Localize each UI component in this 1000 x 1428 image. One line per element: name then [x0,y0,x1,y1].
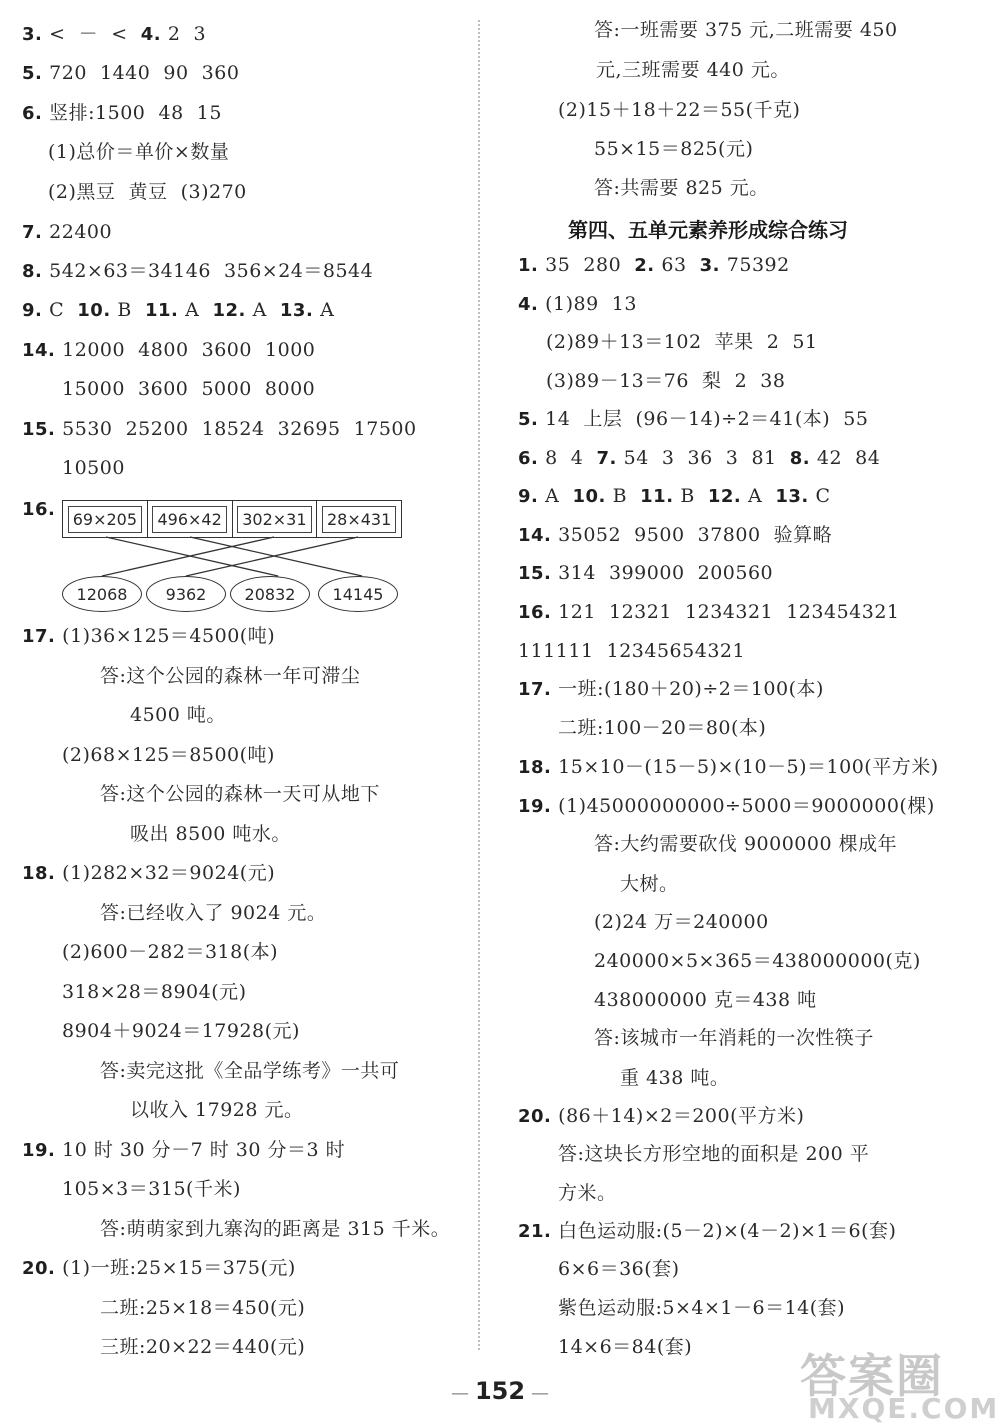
question-number: 8. [22,261,50,282]
question-number: 19. [22,1140,63,1161]
answer-text: 答:卖完这批《全品学练考》一共可 [100,1060,400,1082]
answer-text: (1)总价＝单价×数量 [48,141,230,163]
question-number: 7. [22,222,50,243]
answer-text: (1)一班:25×15＝375(元) [62,1257,296,1279]
left-answer-line [22,22,206,47]
answer-text: B [117,299,145,321]
left-answer-line [130,822,291,846]
expression-box: 496×42 [148,501,233,537]
answer-text: 答:这个公园的森林一天可从地下 [100,783,380,805]
answer-text: A [320,299,335,321]
right-answer-line [594,988,817,1012]
answer-text: 以收入 17928 元。 [130,1099,304,1121]
question-number: 17. [22,626,63,647]
answer-text: 111111 12345654321 [518,640,746,662]
question-number: 15. [518,563,559,584]
right-answer-line [594,1026,874,1050]
question-number: 9. [518,486,546,507]
answer-text: 二班:25×18＝450(元) [100,1297,306,1319]
answer-text: 紫色运动服:5×4×1－6＝14(套) [558,1297,846,1319]
right-answer-line [594,832,897,856]
question-number: 5. [22,63,50,84]
answer-text: 720 1440 90 360 [49,62,240,84]
question-number: 6. [22,103,50,124]
answer-text: 105×3＝315(千米) [62,1178,241,1200]
answer-text: 314 399000 200560 [558,562,774,584]
answer-text: 542×63＝34146 356×24＝8544 [49,260,374,282]
answer-text: 答:大约需要砍伐 9000000 棵成年 [594,833,898,855]
answer-text: 55×15＝825(元) [594,138,754,160]
question-number: 16. [518,602,559,623]
question-number: 14. [22,340,63,361]
answer-text: A [185,299,213,321]
answer-text: 白色运动服:(5－2)×(4－2)×1＝6(套) [558,1220,897,1242]
question-number: 14. [518,525,559,546]
left-answer-line [62,940,278,964]
question-number: 19. [518,796,559,817]
left-answer-line [100,901,326,925]
right-answer-line [518,446,880,471]
answer-text: 6×6＝36(套) [558,1258,680,1280]
answer-text: 三班:20×22＝440(元) [100,1336,306,1358]
answer-text: 14 上层 (96－14)÷2＝41(本) 55 [545,408,869,430]
expression-boxes [62,500,402,538]
question-number: 12. [212,300,253,321]
right-answer-line [594,176,769,200]
right-answer-line [518,755,939,780]
right-answer-line [596,58,790,82]
answer-text: (2)68×125＝8500(吨) [62,744,275,766]
page-number: — 152 — [450,1377,550,1405]
question-number: 21. [518,1221,559,1242]
right-answer-line [558,1296,845,1320]
right-answer-line [518,1219,896,1244]
left-answer-line [100,782,380,806]
right-answer-line [546,369,785,393]
right-answer-line [620,872,679,896]
question-number: 12. [707,486,749,507]
right-answer-line [518,794,935,819]
left-answer-line [22,101,222,126]
answer-text: 2 3 [167,23,207,45]
question-number: 13. [775,486,816,507]
question-number: 6. [518,448,546,469]
answer-text: 8 4 [545,447,597,469]
question-number: 18. [22,863,63,884]
question-number: 16. [22,499,63,520]
right-answer-line [558,1142,869,1166]
question-number: 13. [279,300,321,321]
answer-text: 35 280 [545,254,635,276]
answer-text: 35052 9500 37800 验算略 [558,524,833,546]
question-number: 10. [77,300,118,321]
question-number: 3. [699,255,727,276]
question-number: 9. [22,300,50,321]
answer-text: B [612,485,641,507]
question-number: 10. [572,486,613,507]
question-number: 3. [22,24,50,45]
left-answer-line [48,140,229,164]
right-answer-line [558,98,800,122]
right-answer-line [546,330,818,354]
left-answer-line [62,743,275,767]
answer-text: 10 时 30 分－7 时 30 分＝3 时 [62,1139,346,1161]
left-answer-line [100,1296,305,1320]
answer-text: 答:这块长方形空地的面积是 200 平 [558,1143,870,1165]
answer-text: 元,三班需要 440 元。 [596,59,790,81]
answer-text: (3)89－13＝76 梨 2 38 [546,370,786,392]
answer-text: 一班:(180＋20)÷2＝100(本) [558,678,824,700]
answer-text: 大树。 [620,873,679,895]
answer-text: 12000 4800 3600 1000 [62,339,316,361]
result-oval: 14145 [318,576,398,612]
answer-text: 63 [661,254,700,276]
question-number: 17. [518,679,559,700]
answer-text: 二班:100－20＝80(本) [558,717,767,739]
answer-text: (1)282×32＝9024(元) [62,862,276,884]
left-answer-line [130,703,226,727]
right-answer-line [518,561,773,586]
answer-text: 15000 3600 5000 8000 [62,378,316,400]
question-number: 1. [518,255,546,276]
left-answer-line [22,338,315,363]
answer-text: 4500 吨。 [130,704,226,726]
right-answer-line [518,600,900,625]
answer-text: C [49,299,78,321]
result-oval: 20832 [230,576,310,612]
left-answer-line [22,259,373,284]
answer-text: A [748,485,776,507]
left-answer-line [22,624,275,649]
left-answer-line [100,1059,399,1083]
right-answer-line [558,716,766,740]
right-answer-line [558,1181,617,1205]
question-number: 8. [789,448,817,469]
question-number: 15. [22,419,63,440]
left-answer-line [62,980,247,1004]
left-answer-line [62,1019,300,1043]
page-number-dash: — [450,1383,469,1404]
right-answer-line [518,639,745,663]
answer-text: (1)89 13 [545,293,637,315]
expression-box: 28×431 [317,501,401,537]
right-answer-line [518,407,868,432]
right-answer-line [594,910,769,934]
result-oval: 12068 [62,576,142,612]
answer-text: 42 84 [816,447,881,469]
answer-text: (86＋14)×2＝200(平方米) [558,1105,805,1127]
answer-text: 22400 [49,221,113,243]
question-number: 5. [518,409,546,430]
question-number: 11. [144,300,186,321]
answer-text: 318×28＝8904(元) [62,981,247,1003]
answer-text: (1)36×125＝4500(吨) [62,625,276,647]
left-answer-line [62,456,125,480]
section-heading: 第四、五单元素养形成综合练习 [568,218,848,242]
answer-text: 8904＋9024＝17928(元) [62,1020,300,1042]
question-number: 7. [596,448,624,469]
answer-text: (2)15＋18＋22＝55(千克) [558,99,801,121]
right-answer-line [518,523,832,548]
left-answer-line [100,1335,305,1359]
question-number: 20. [518,1106,559,1127]
result-oval: 9362 [146,576,226,612]
answer-text: < － < [49,23,141,45]
answer-text: 10500 [62,457,125,479]
answer-text: 答:这个公园的森林一年可滞尘 [100,665,361,687]
answer-text: 14×6＝84(套) [558,1336,693,1358]
right-answer-line [558,1257,680,1281]
answer-text: (1)45000000000÷5000＝9000000(棵) [558,795,935,817]
left-answer-line [22,861,275,886]
left-answer-line [22,61,239,86]
answer-text: 重 438 吨。 [620,1067,730,1089]
answer-text: 240000×5×365＝438000000(克) [594,950,921,972]
right-answer-line [518,253,790,278]
left-answer-line [130,1098,304,1122]
right-answer-line [558,1335,692,1359]
answer-text: B [680,485,708,507]
left-answer-line [62,1177,241,1201]
left-answer-line [48,180,247,204]
answer-text: 438000000 克＝438 吨 [594,989,817,1011]
left-answer-line [22,417,417,442]
watermark-logo: 答案圈 MXQE.COM [800,1349,1000,1425]
answer-text: 5530 25200 18524 32695 17500 [62,418,417,440]
question-number: 11. [640,486,681,507]
answer-text: A [252,299,280,321]
right-answer-line [594,949,921,973]
question-number: 18. [518,757,559,778]
answer-text: 75392 [726,254,790,276]
answer-text: A [545,485,573,507]
expression-box: 69×205 [63,501,148,537]
left-answer-line [22,1256,296,1281]
left-answer-line [22,1138,345,1163]
left-answer-line [62,377,315,401]
answer-text: 15×10－(15－5)×(10－5)＝100(平方米) [558,756,939,778]
answer-text: 答:该城市一年消耗的一次性筷子 [594,1027,874,1049]
question-number: 4. [140,24,168,45]
column-divider [478,20,480,1350]
answer-text: (2)600－282＝318(本) [62,941,279,963]
left-answer-line [22,298,334,323]
answer-text: 答:已经收入了 9024 元。 [100,902,327,924]
answer-text: (2)24 万＝240000 [594,911,769,933]
answer-text: 吸出 8500 吨水。 [130,823,291,845]
right-answer-line [518,484,831,509]
answer-text: (2)89＋13＝102 苹果 2 51 [546,331,818,353]
answer-text: 答:共需要 825 元。 [594,177,769,199]
page-number-dash: — [531,1383,550,1404]
answer-text: 竖排:1500 48 15 [49,102,222,124]
right-answer-line [518,1104,804,1129]
expression-box: 302×31 [233,501,318,537]
question-number: 2. [634,255,662,276]
answer-text: C [815,485,831,507]
left-answer-line [100,664,360,688]
answer-text: (2)黑豆 黄豆 (3)270 [48,181,247,203]
question-number: 4. [518,294,546,315]
answer-text: 121 12321 1234321 123454321 [558,601,900,623]
answer-text: 方米。 [558,1182,617,1204]
left-answer-line [22,220,112,245]
answer-text: 答:萌萌家到九寨沟的距离是 315 千米。 [100,1218,451,1240]
right-answer-line [594,137,753,161]
left-answer-line [100,1217,450,1241]
left-answer-line [22,497,62,522]
right-answer-line [594,18,898,42]
right-answer-line [518,292,637,317]
answer-text: 54 3 36 3 81 [623,447,790,469]
right-answer-line [620,1066,729,1090]
question-number: 20. [22,1258,63,1279]
right-answer-line [518,677,824,702]
answer-text: 答:一班需要 375 元,二班需要 450 [594,19,898,41]
